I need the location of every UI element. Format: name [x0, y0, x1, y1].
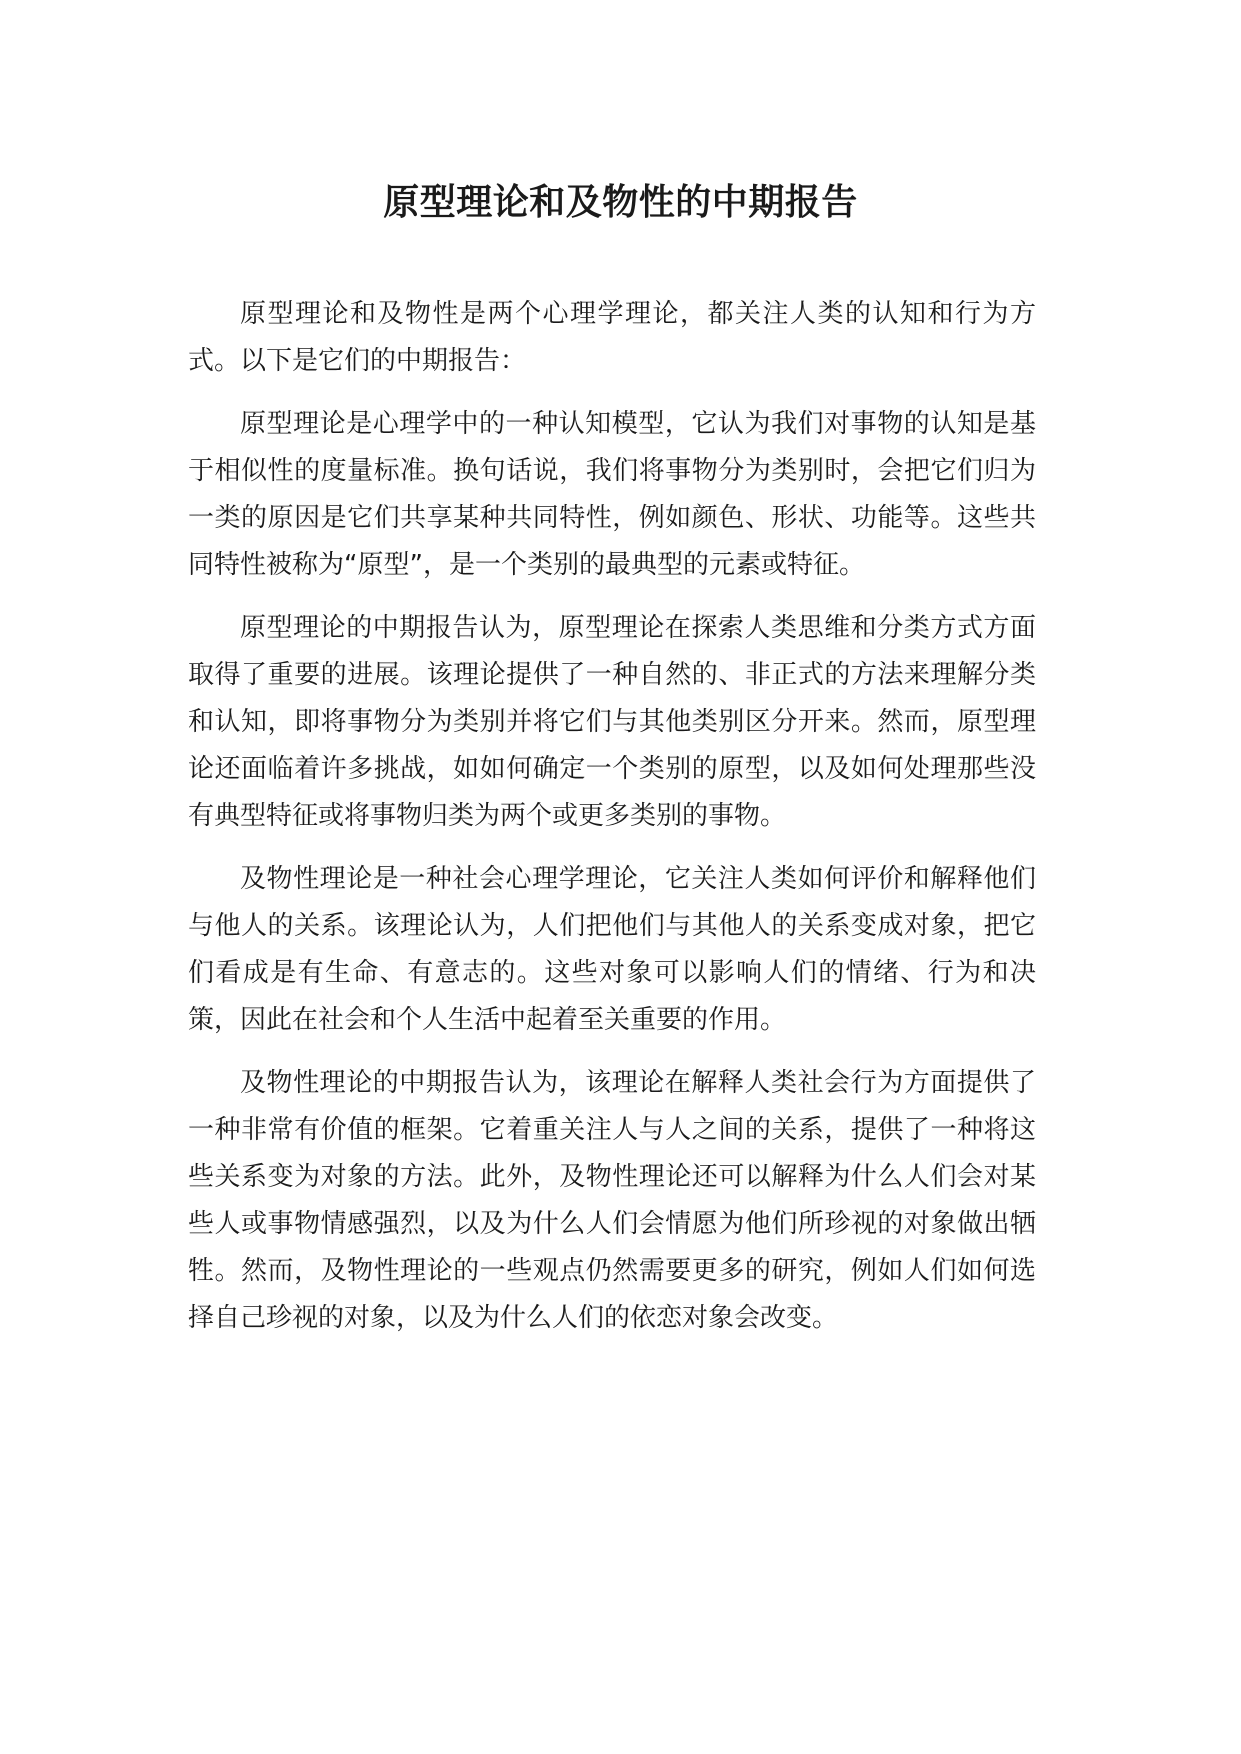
document-body — [188, 291, 1036, 1358]
paragraph-transitivity-theory: 及物性理论是一种社会心理学理论，它关注人类如何评价和解释他们与他人的关系。该理论认为，人们把他们与其他人的关系变成对象，把它们看成是有生命、有意志的。这些对象可以影响人们的情绪、行为和决策，因此在社会和个人生活中起着至关重要的作用。 — [188, 864, 1036, 1035]
paragraph-transitivity-report: 及物性理论的中期报告认为，该理论在解释人类社会行为方面提供了一种非常有价值的框架。它着重关注人与人之间的关系，提供了一种将这些关系变为对象的方法。此外，及物性理论还可以解释为什么人们会对某些人或事物情感强烈，以及为什么人们会情愿为他们所珍视的对象做出牺牲。然而，及物性理论的一些观点仍然需要更多的研究，例如人们如何选择自己珍视的对象，以及为什么人们的依恋对象会改变。 — [188, 1068, 1036, 1333]
document-title: 原型理论和及物性的中期报告 — [383, 182, 858, 223]
paragraph-prototype-theory: 原型理论是心理学中的一种认知模型，它认为我们对事物的认知是基于相似性的度量标准。换句话说，我们将事物分为类别时，会把它们归为一类的原因是它们共享某种共同特性，例如颜色、形状、功能等。这些共同特性被称为“原型”，是一个类别的最典型的元素或特征。 — [188, 409, 1036, 580]
paragraph-prototype-report: 原型理论的中期报告认为，原型理论在探索人类思维和分类方式方面取得了重要的进展。该理论提供了一种自然的、非正式的方法来理解分类和认知，即将事物分为类别并将它们与其他类别区分开来。然而，原型理论还面临着许多挑战，如如何确定一个类别的原型，以及如何处理那些没有典型特征或将事物归类为两个或更多类别的事物。 — [188, 613, 1036, 831]
paragraph-intro: 原型理论和及物性是两个心理学理论，都关注人类的认知和行为方式。以下是它们的中期报告： — [188, 299, 1036, 376]
